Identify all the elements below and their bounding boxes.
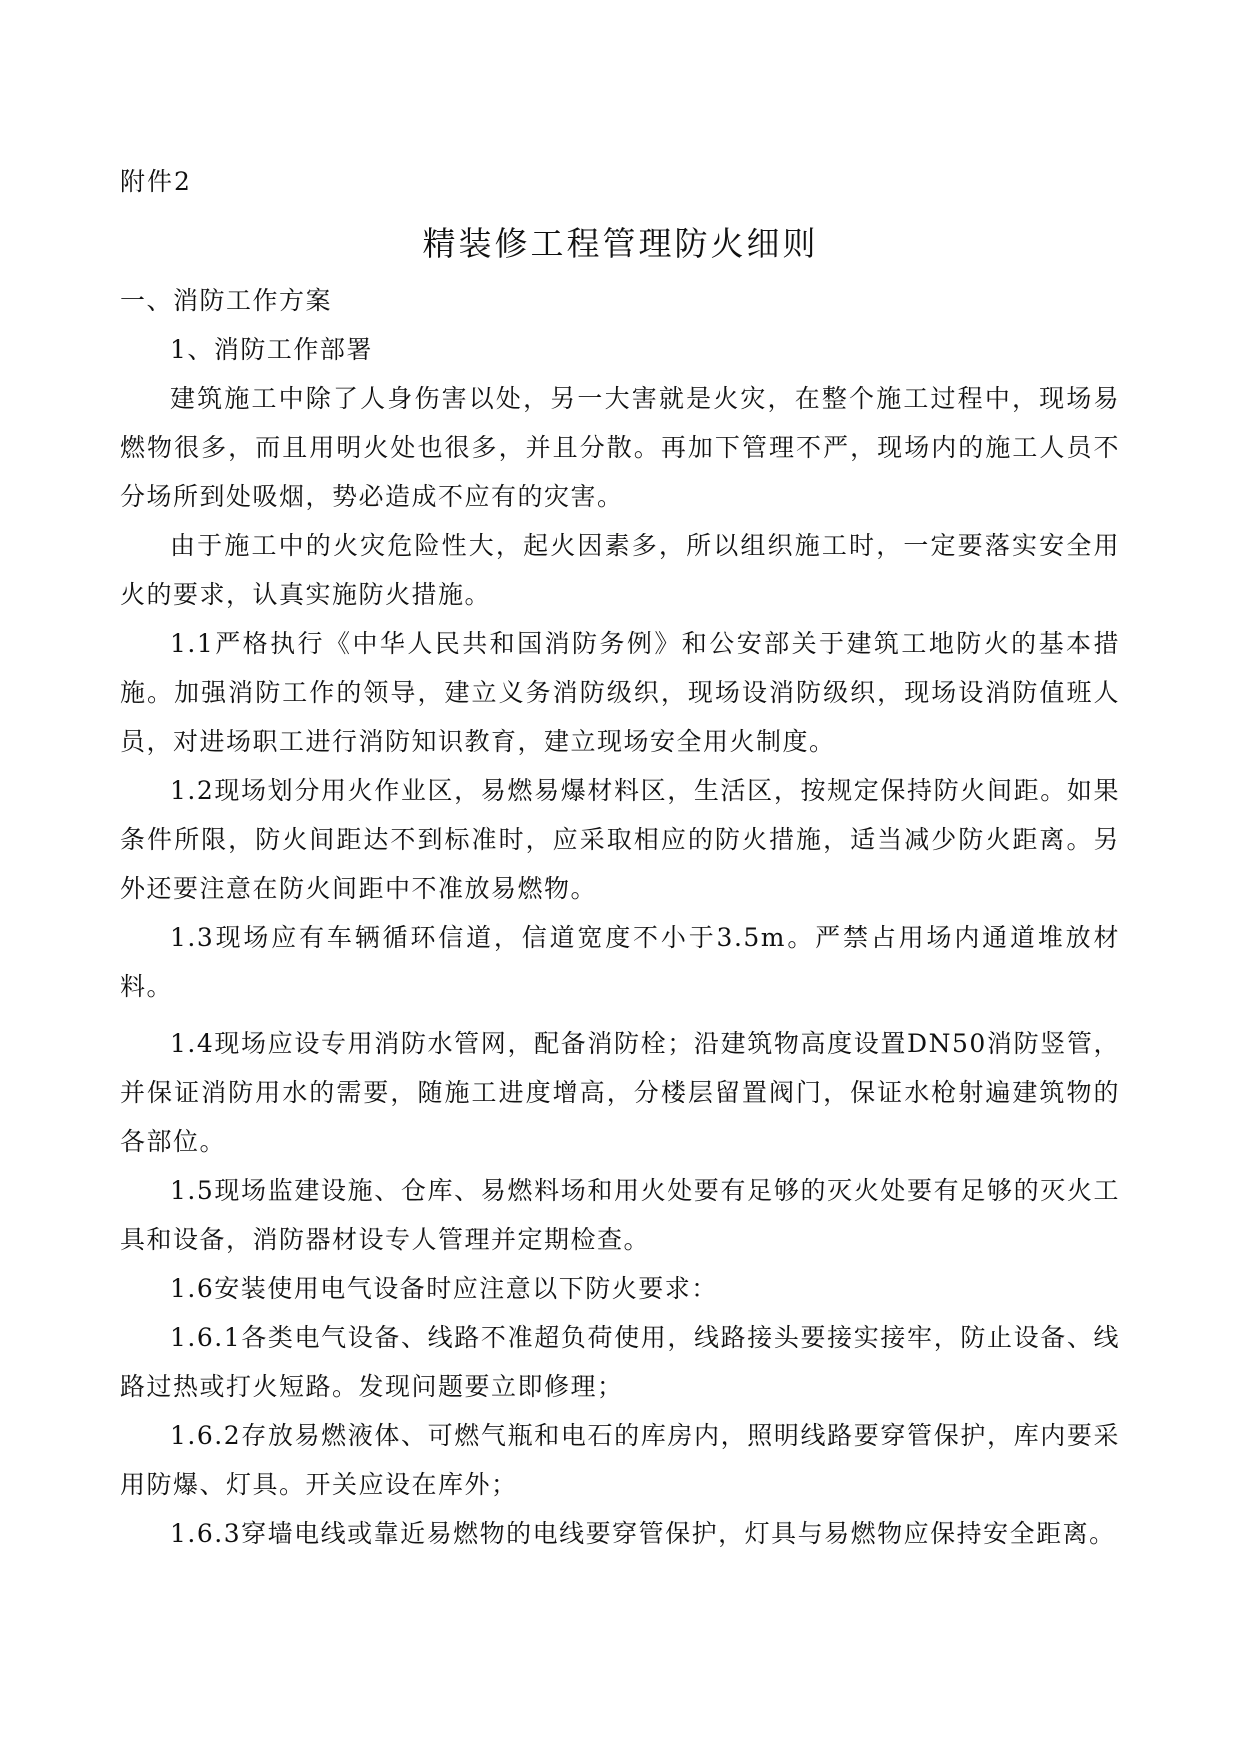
paragraph: 1.6安装使用电气设备时应注意以下防火要求： [170, 1274, 718, 1303]
attachment-label: 附件2 [120, 167, 192, 196]
paragraph: 1.4现场应设专用消防水管网，配备消防栓；沿建筑物高度设置DN50消防竖管，并保证消防用水的需要，随施工进度增高，分楼层留置阀门，保证水枪射遍建筑物的各部位。 [120, 1029, 1120, 1156]
paragraph: 1.6.2存放易燃液体、可燃气瓶和电石的库房内，照明线路要穿管保护，库内要采用防爆、灯具。开关应设在库外； [120, 1421, 1120, 1499]
section-heading: 一、消防工作方案 [120, 286, 333, 315]
subsection-heading: 1、消防工作部署 [170, 335, 373, 364]
paragraph: 1.6.3穿墙电线或靠近易燃物的电线要穿管保护，灯具与易燃物应保持安全距离。 [170, 1519, 1116, 1548]
paragraph: 由于施工中的火灾危险性大，起火因素多，所以组织施工时，一定要落实安全用火的要求，认真实施防火措施。 [120, 531, 1120, 609]
paragraph: 1.6.1各类电气设备、线路不准超负荷使用，线路接头要接实接牢，防止设备、线路过热或打火短路。发现问题要立即修理； [120, 1323, 1120, 1401]
paragraph: 1.5现场监建设施、仓库、易燃料场和用火处要有足够的灭火处要有足够的灭火工具和设备，消防器材设专人管理并定期检查。 [120, 1176, 1120, 1254]
document-body [120, 276, 1120, 1558]
paragraph: 1.3现场应有车辆循环信道，信道宽度不小于3.5m。严禁占用场内通道堆放材料。 [120, 923, 1120, 1001]
paragraph: 1.1严格执行《中华人民共和国消防务例》和公安部关于建筑工地防火的基本措施。加强消防工作的领导，建立义务消防级织，现场设消防级织，现场设消防值班人员，对进场职工进行消防知识教育，建立现场安全用火制度。 [120, 629, 1120, 756]
document-title: 精装修工程管理防火细则 [422, 224, 819, 263]
paragraph: 1.2现场划分用火作业区，易燃易爆材料区，生活区，按规定保持防火间距。如果条件所限，防火间距达不到标准时，应采取相应的防火措施，适当减少防火距离。另外还要注意在防火间距中不准放易燃物。 [120, 776, 1120, 903]
paragraph: 建筑施工中除了人身伤害以处，另一大害就是火灾，在整个施工过程中，现场易燃物很多，而且用明火处也很多，并且分散。再加下管理不严，现场内的施工人员不分场所到处吸烟，势必造成不应有的灾害。 [120, 384, 1120, 511]
